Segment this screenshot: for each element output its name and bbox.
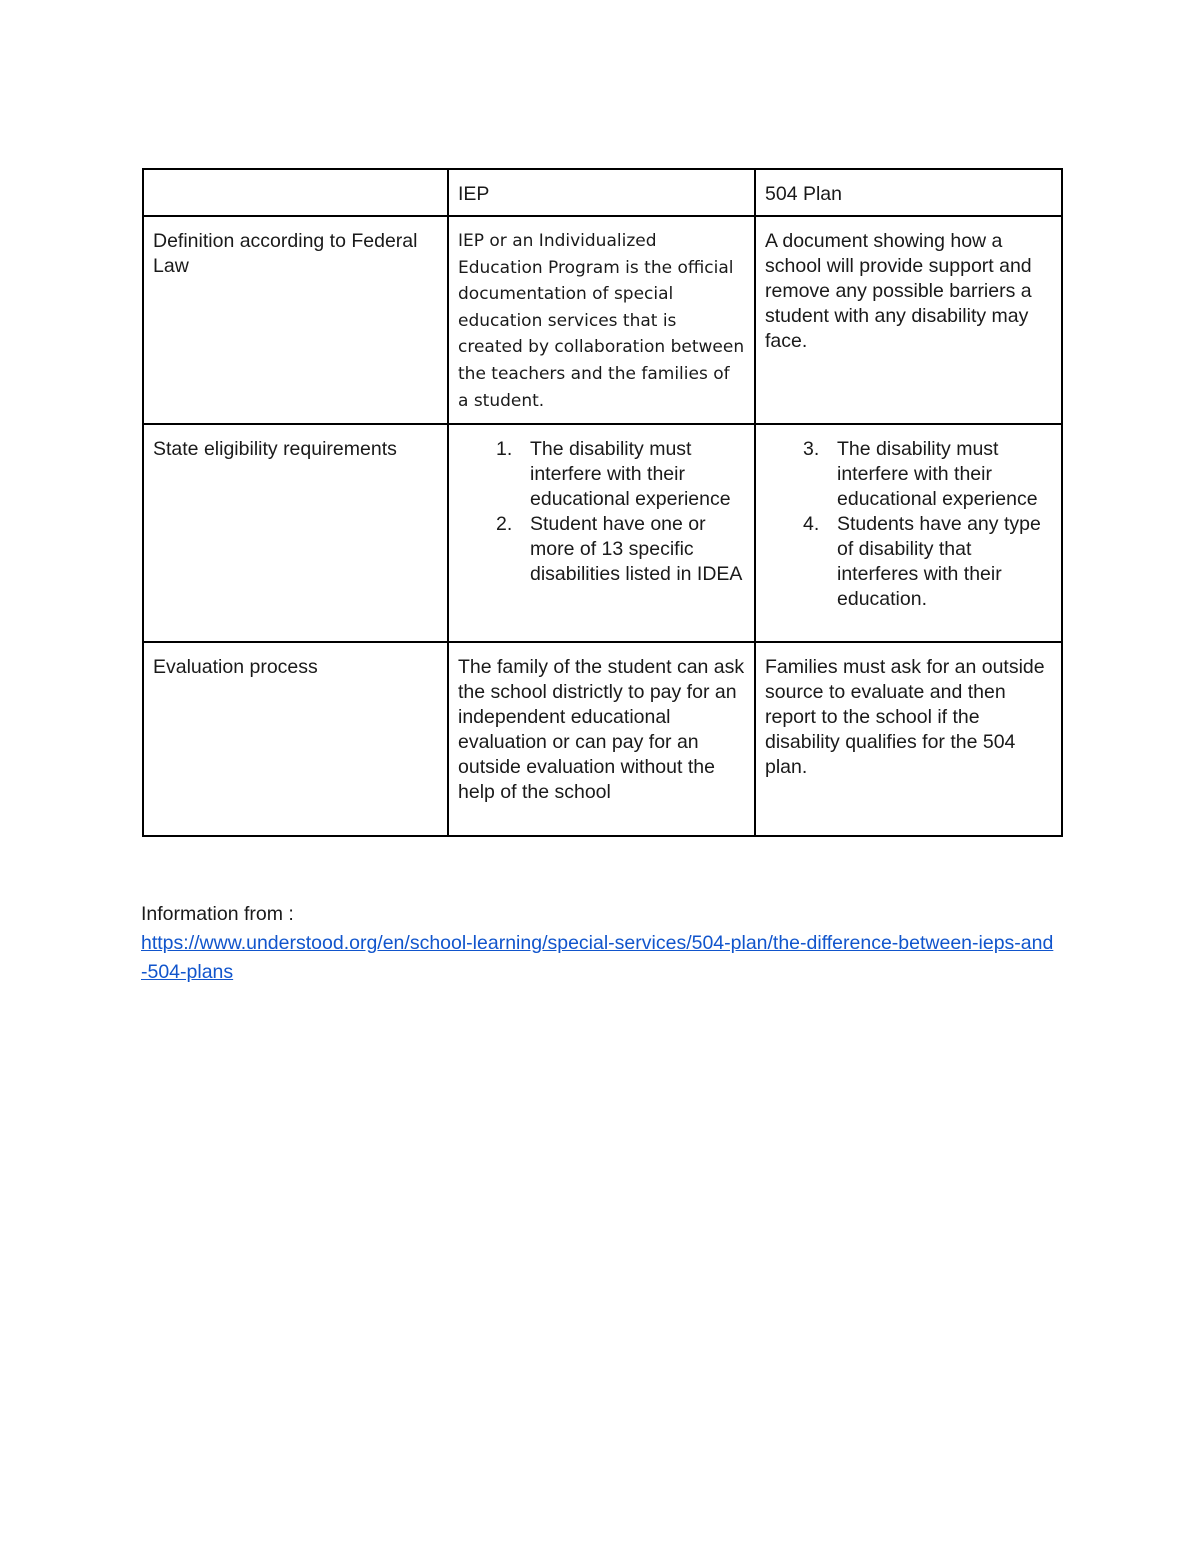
row-label-eligibility: State eligibility requirements [143, 424, 448, 642]
source-label: Information from : [141, 903, 294, 925]
header-cell-504-plan: 504 Plan [755, 169, 1062, 216]
list-item-number: 3. [803, 438, 820, 460]
iep-definition-text: IEP or an Individualized Education Program is the official documentation of special education services that is created by collaboration between the teachers and the families of a student. [458, 231, 745, 411]
list-item-number: 4. [803, 513, 820, 535]
source-link[interactable]: https://www.understood.org/en/school-learning/special-services/504-plan/the-difference-between-ieps-and-504-plans [141, 932, 1054, 983]
row-label-definition: Definition according to Federal Law [143, 216, 448, 424]
list-item-text: The disability must interfere with their educational experience [530, 438, 731, 510]
row-label-evaluation: Evaluation process [143, 642, 448, 836]
comparison-table [142, 168, 1063, 837]
list-item-text: Students have any type of disability that interferes with their education. [837, 513, 1041, 610]
table-row-eligibility [143, 424, 1062, 642]
list-item-text: Student have one or more of 13 specific disabilities listed in IDEA [530, 513, 743, 585]
list-item-number: 1. [496, 438, 513, 460]
plan504-requirements-list [765, 437, 1052, 612]
source-citation [141, 900, 1056, 987]
table-row-definition [143, 216, 1062, 424]
plan504-evaluation-cell: Families must ask for an outside source to evaluate and then report to the school if the disability qualifies for the 504 plan. [755, 642, 1062, 836]
list-item [458, 437, 745, 512]
plan504-definition-cell: A document showing how a school will provide support and remove any possible barriers a student with any disability may face. [755, 216, 1062, 424]
list-item [765, 437, 1052, 512]
list-item-text: The disability must interfere with their educational experience [837, 438, 1038, 510]
list-item [458, 512, 745, 587]
iep-definition-cell [448, 216, 755, 424]
header-cell-empty [143, 169, 448, 216]
header-cell-iep: IEP [448, 169, 755, 216]
list-item [765, 512, 1052, 612]
iep-requirements-list [458, 437, 745, 587]
iep-eligibility-cell [448, 424, 755, 642]
table-row-evaluation [143, 642, 1062, 836]
table-header-row [143, 169, 1062, 216]
iep-evaluation-cell: The family of the student can ask the school districtly to pay for an independent educational evaluation or can pay for an outside evaluation without the help of the school [448, 642, 755, 836]
list-item-number: 2. [496, 513, 513, 535]
plan504-eligibility-cell [755, 424, 1062, 642]
